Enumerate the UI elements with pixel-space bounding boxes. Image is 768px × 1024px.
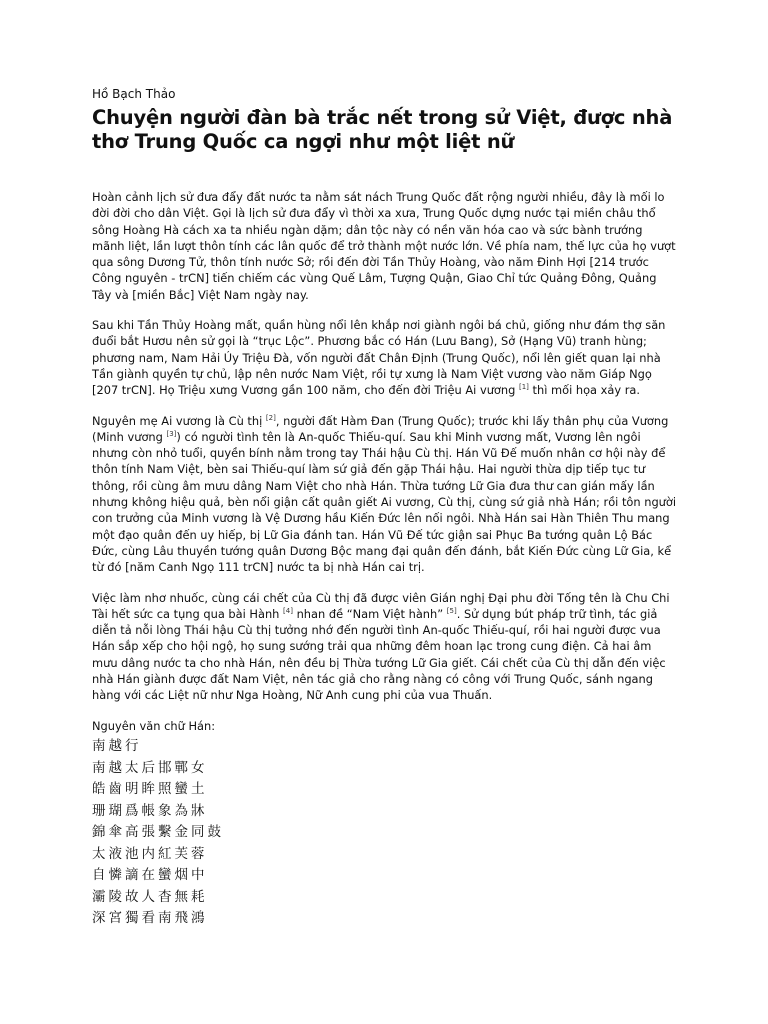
author-name: Hồ Bạch Thảo	[92, 87, 176, 101]
poem-label: Nguyên văn chữ Hán:	[92, 718, 216, 733]
poem-line: 灞陵故人杳無耗	[92, 888, 208, 905]
poem-line: 南越太后邯鄲女	[92, 759, 208, 776]
paragraph-3-text-a: Nguyên mẹ Ai vương là Cù thị	[92, 413, 263, 428]
poem-line: 珊瑚爲帳象為牀	[92, 802, 208, 819]
document-page	[92, 86, 678, 926]
footnote-ref-5[interactable]: [5]	[446, 607, 457, 616]
poem-line: 深宮獨看南飛鴻	[92, 910, 208, 926]
footnote-ref-4[interactable]: [4]	[283, 607, 293, 616]
paragraph-1-text: Hoàn cảnh lịch sử đưa đẩy đất nước ta nằm sát nách Trung Quốc đất rộng người nhiều, đây là mối lo đời đời cho dân Việt. Gọi là lịch sử đưa đẩy vì thời xa xưa, Trung Quốc dựng nước tại miền châu thổ sông Hoàng Hà cách xa ta nhiều ngàn dặm; dân tộc này có nền văn hóa cao và sức bành trướng mãnh liệt, lần lượt thôn tính các lân quốc để trở thành một nước lớn. Về phía nam, thế lực của họ vượt qua sông Dương Tử, thôn tính nước Sở; rồi đến đời Tần Thủy Hoàng, vào năm Đinh Hợi [214 trước Công nguyên - trCN] tiến chiếm các vùng Quế Lâm, Tượng Quận, Giao Chỉ tức Quảng Đông, Quảng Tây và [miền Bắc] Việt Nam ngày nay.	[92, 190, 676, 302]
poem-line: 自憐謫在蠻烟中	[92, 867, 208, 883]
footnote-ref-1[interactable]: [1]	[518, 383, 529, 392]
poem-line: 太液池内紅芙蓉	[92, 845, 208, 862]
poem-title: 南越行	[92, 738, 142, 754]
poem-line: 皓齒明眸照蠻土	[92, 781, 208, 797]
paragraph-4-text-c: . Sử dụng bút pháp trữ tình, tác giả diễn tả nỗi lòng Thái hậu Cù thị tưởng nhớ đến người tình An-quốc Thiếu-quí, rồi hai người được vua Hán sắp xếp cho hội ngộ, họ sung sướng trải qua những đêm hoan lạc trong cung điện. Cả hai âm mưu dâng nước ta cho nhà Hán, nên đều bị Thừa tướng Lữ Gia giết. Cái chết của Cù thị dẫn đến việc nhà Hán giành được đất Nam Việt, nên tác giả cho rằng nàng có công với Trung Quốc, sánh ngang hàng với các Liệt nữ như Nga Hoàng, Nữ Anh cung phi của vua Thuấn.	[92, 606, 666, 703]
paragraph-3-text-c: ) có người tình tên là An-quốc Thiếu-quí. Sau khi Minh vương mất, Vương lên ngôi nhưng còn nhỏ tuổi, quyền bính nằm trong tay Thái hậu Cù thị. Hán Vũ Đế muốn nhân cơ hội này để thôn tính Nam Việt, bèn sai Thiếu-quí làm sứ giả đến gặp Thái hậu. Hai người thừa dịp tiếp tục tư thông, rồi cùng âm mưu dâng Nam Việt cho nhà Hán. Thừa tướng Lữ Gia đưa thư can gián mấy lần nhưng không hiệu quả, bèn nổi giận cất quân giết Ai vương, Cù thị, cùng sứ giả nhà Hán; rồi tôn người con trưởng của Minh vương là Vệ Dương hầu Kiến Đức lên nối ngôi. Nhà Hán sai Hàn Thiên Thu mang một đạo quân đến uy hiếp, bị Lữ Gia đánh tan. Hán Vũ Đế tức giận sai Phục Ba tướng quân Lộ Bác Đức, cùng Lâu thuyền tướng quân Dương Bộc mang đại quân đến đánh, bắt Kiến Đức cùng Lữ Gia, kể từ đó [năm Canh Ngọ 111 trCN] nước ta bị nhà Hán cai trị.	[92, 429, 677, 575]
paragraph-2	[92, 317, 678, 398]
paragraph-2-text-a: Sau khi Tần Thủy Hoàng mất, quần hùng nổi lên khắp nơi giành ngôi bá chủ, giống như đám thợ săn đuổi bắt Hươu nên sử gọi là “trục Lộc”. Phương bắc có Hán (Lưu Bang), Sở (Hạng Vũ) tranh hùng; phương nam, Nam Hải Úy Triệu Đà, vốn người đất Chân Định (Trung Quốc), nổi lên giết quan lại nhà Tần giành quyền tự chủ, lập nên nước Nam Việt, rồi tự xưng là Nam Việt vương vào năm Giáp Ngọ [207 trCN]. Họ Triệu xưng Vương gần 100 năm, cho đến đời Triệu Ai vương	[92, 318, 666, 398]
paragraph-4-text-a: Việc làm nhơ nhuốc, cùng cái chết của Cù thị đã được viên Gián nghị Đại phu đời Tống tên là Chu Chi Tài hết sức ca tụng qua bài Hành	[92, 590, 670, 621]
paragraph-2-text-b: thì mối họa xảy ra.	[528, 383, 641, 398]
poem-block	[92, 736, 224, 930]
paragraph-3-text-b: , người đất Hàm Đan (Trung Quốc); trước khi lấy thân phụ của Vương (Minh vương	[92, 413, 669, 444]
footnote-ref-2[interactable]: [2]	[265, 413, 276, 422]
document-title: Chuyện người đàn bà trắc nết trong sử Việt, được nhà thơ Trung Quốc ca ngợi như một liệt nữ	[92, 106, 673, 153]
paragraph-3	[92, 413, 678, 576]
footnote-ref-3[interactable]: [3]	[166, 430, 177, 439]
paragraph-4	[92, 590, 678, 704]
paragraph-4-text-b: nhan đề “Nam Việt hành”	[292, 606, 444, 621]
paragraph-1	[92, 189, 678, 303]
poem-line: 錦傘高張繫金同鼓	[92, 824, 224, 840]
